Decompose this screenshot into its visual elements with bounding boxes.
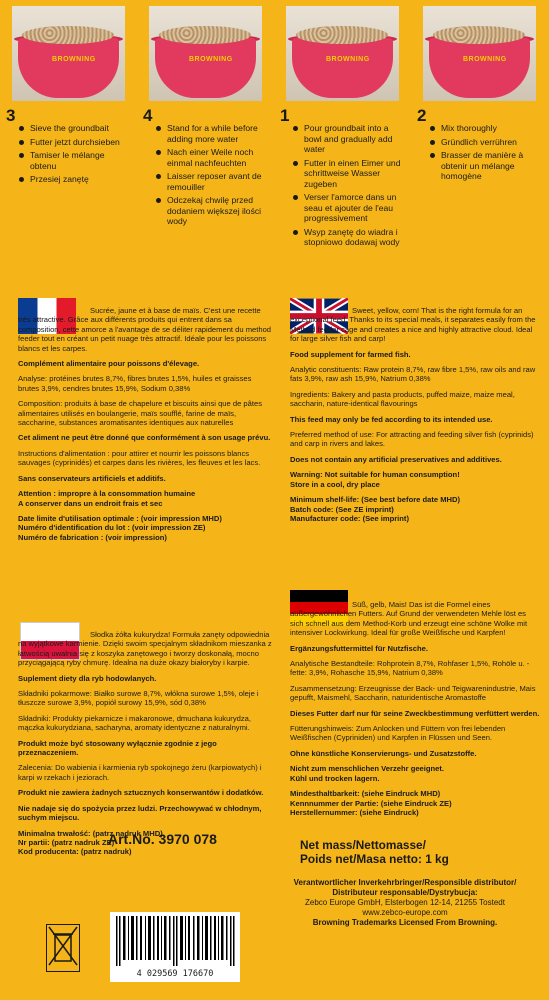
step-number: 3 xyxy=(6,106,16,125)
step-item: Sieve the groundbait xyxy=(18,123,130,134)
net-mass-line1: Net mass/Nettomasse/ xyxy=(300,838,426,852)
step-number: 2 xyxy=(417,106,427,125)
en-warning1: Warning: Not suitable for human consumption! xyxy=(290,470,460,480)
de-warning1: Nicht zum menschlichen Verzehr geeignet. xyxy=(290,764,445,774)
en-warning2: Store in a cool, dry place xyxy=(290,479,380,489)
step-photo xyxy=(12,6,125,101)
de-warning2: Kühl und trocken lagern. xyxy=(290,773,380,783)
pl-ingredients: Składniki: Produkty piekarnicze i makaronowe, dmuchana kukurydza, mączka kukurydziana, sacharyna, aromaty identyczne z naturalnymi. xyxy=(18,713,251,733)
en-shelf: Minimum shelf-life: (See best before date MHD) xyxy=(290,495,461,505)
en-section xyxy=(290,306,540,529)
fr-instructions: Instructions d'alimentation : pour attirer et nourrir les poissons blancs sauvages (cyprinidés) et carpes dans les rivières, les fleuves et les lacs. xyxy=(18,448,261,468)
step-item: Przesiej zanętę xyxy=(18,174,130,185)
de-feeding: Fütterungshinweis: Zum Anlocken und Füttern von frei lebenden Weißfischen (Cypriniden) und Karpfen in Flüssen und Seen. xyxy=(290,724,506,743)
resp-line2: Distributeur responsable/Dystrybucja: xyxy=(332,888,478,897)
pl-preservatives: Produkt nie zawiera żadnych sztucznych konserwantów i dodatków. xyxy=(18,788,264,798)
pl-storage: Nie nadaje się do spożycia przez ludzi. Przechowywać w chłodnym, suchym miejscu. xyxy=(18,803,262,823)
step-photo xyxy=(286,6,399,101)
step-item: Futter in einen Eimer und schrittweise Wasser zugeben xyxy=(292,158,404,190)
fr-caution1: Attention : impropre à la consommation humaine xyxy=(18,489,196,499)
de-preservatives: Ohne künstliche Konservierungs- und Zusatzstoffe. xyxy=(290,748,477,758)
en-manufacturer: Manufacturer code: (See imprint) xyxy=(290,513,409,523)
step-item: Futter jetzt durchsieben xyxy=(18,137,130,148)
recycle-bin-icon xyxy=(46,924,80,972)
pl-intro: Słodka żółta kukurydza! Formuła zanęty odpowiednia na wyjątkowe karmienie. Dzięki swoim specjalnym składnikom mieszanka z łatwością uwalnia się z koszyka zanętowego i tworzy doskonałą, mocno przyciągającą ryby chmurę. Idealna na duże okazy białoryby i karpie. xyxy=(18,630,272,668)
step-item: Gründlich verrühren xyxy=(429,137,541,148)
step-item: Wsyp zanętę do wiadra i stopniowo dodawaj wody xyxy=(292,227,404,248)
de-type: Ergänzungsfuttermittel für Nutzfische. xyxy=(290,643,428,653)
step-item: Mix thoroughly xyxy=(429,123,541,134)
pl-intended: Produkt może być stosowany wyłącznie zgodnie z jego przeznaczeniem. xyxy=(18,738,217,758)
pl-analysis: Składniki pokarmowe: Białko surowe 8,7%, włókna surowe 1,5%, oleje i tłuszcze surowe 3,9%, popiół surowy 15,9%, sód 0,38% xyxy=(18,689,259,708)
browning-logo: BROWNING xyxy=(463,56,507,63)
de-analysis: Analytische Bestandteile: Rohprotein 8,7%, Rohfaser 1,5%, Rohöle u. -fette: 3,9%, Rohasche 15,9%, Natrium 0,38% xyxy=(290,659,530,678)
step-item: Stand for a while before adding more water xyxy=(155,123,267,144)
step-item: Odczekaj chwilę przed dodaniem większej ilości wody xyxy=(155,195,267,227)
fr-maker: Numéro de fabrication : (voir impression) xyxy=(18,532,167,542)
browning-logo: BROWNING xyxy=(189,56,233,63)
resp-line5: Browning Trademarks Licensed From Browning. xyxy=(312,918,498,927)
fr-lot: Numéro d'identification du lot : (voir impression ZE) xyxy=(18,523,206,533)
step-number: 4 xyxy=(143,106,153,125)
en-type: Food supplement for farmed fish. xyxy=(290,349,411,359)
browning-logo: BROWNING xyxy=(52,56,96,63)
resp-line1: Verantwortlicher Inverkehrbringer/Responsible distributor/ xyxy=(293,878,517,887)
barcode xyxy=(110,912,240,982)
de-section xyxy=(290,600,540,823)
fr-analysis: Analyse: protéines brutes 8,7%, fibres brutes 1,5%, huiles et graisses brutes 3,9%, cendres brutes 15,9%, Sodium 0,38% xyxy=(18,374,252,393)
de-batch: Kennnummer der Partie: (siehe Eindruck ZE) xyxy=(290,798,452,808)
net-mass-line2: Poids net/Masa netto: 1 kg xyxy=(300,852,449,866)
pl-lot: Nr partii: (patrz nadruk ZE) xyxy=(18,837,115,847)
fr-warning: Cet aliment ne peut être donné que conformément à son usage prévu. xyxy=(18,433,271,443)
fr-section xyxy=(18,306,273,548)
browning-logo: BROWNING xyxy=(326,56,370,63)
step-card xyxy=(0,0,137,293)
en-analysis: Analytic constituents: Raw protein 8,7%, raw fibre 1,5%, raw oils and raw fats 3,9%, raw ash 15,9%, Natrium 0,38% xyxy=(290,365,536,384)
step-photo xyxy=(423,6,536,101)
en-preservatives: Does not contain any artificial preservatives and additives. xyxy=(290,454,502,464)
step-item: Pour groundbait into a bowl and gradually add water xyxy=(292,123,404,155)
de-composition: Zusammensetzung: Erzeugnisse der Back- und Teigwarenindustrie, Mais gepufft, Maismehl, Saccharin, naturidentische Aromastoffe xyxy=(290,683,536,703)
step-number: 1 xyxy=(280,106,290,125)
step-item: Nach einer Weile noch einmal nachfeuchten xyxy=(155,147,267,168)
step-card xyxy=(274,0,411,293)
pl-shelf: Minimalna trwałość: (patrz nadruk MHD) xyxy=(18,828,163,838)
en-ingredients: Ingredients: Bakery and pasta products, puffed maize, maize meal, saccharin, nature-identical flavourings xyxy=(290,389,515,409)
fr-date: Date limite d'utilisation optimale : (voir impression MHD) xyxy=(18,513,222,523)
step-item: Laisser reposer avant de remouiller xyxy=(155,171,267,192)
resp-line4: www.zebco-europe.com xyxy=(362,908,448,917)
fr-composition: Composition: produits à base de chapelure et biscuits ainsi que de pâtes alimentaires utilisés en boulangerie, maïs soufflé, farine de maïs, saccharine, substances aromatisantes identiques aux naturelles xyxy=(18,399,262,428)
fr-caution2: A conserver dans un endroit frais et sec xyxy=(18,498,163,508)
en-method: Preferred method of use: For attracting and feeding silver fish (cyprinids) and carp in rivers and lakes. xyxy=(290,430,534,449)
step-card xyxy=(137,0,274,293)
de-intended: Dieses Futter darf nur für seine Zweckbestimmung verfüttert werden. xyxy=(290,708,540,718)
pl-recommend: Zalecenia: Do wabienia i karmienia ryb spokojnego żeru (karpiowatych) i karpi w rzekach i jeziorach. xyxy=(18,763,262,782)
resp-line3: Zebco Europe GmbH, Elsterbogen 12-14, 21255 Tostedt xyxy=(305,898,505,907)
article-number: Art.No. 3970 078 xyxy=(108,831,217,847)
pl-code: Kod producenta: (patrz nadruk) xyxy=(18,847,132,857)
pl-type: Suplement diety dla ryb hodowlanych. xyxy=(18,673,157,683)
en-batch: Batch code: (See ZE imprint) xyxy=(290,504,394,514)
en-intro: Sweet, yellow, corn! That is the right formula for an exceptional feed. Thanks to its special meals, it separates easily from the Method feeder cage and creates a nice and highly attractive cloud. Ideal for large silver fish and carp! xyxy=(290,306,536,344)
de-maker: Herstellernummer: (siehe Eindruck) xyxy=(290,807,419,817)
de-shelf: Mindesthaltbarkeit: (siehe Eindruck MHD) xyxy=(290,789,441,799)
step-item: Brasser de manière à obtenir un mélange homogène xyxy=(429,150,541,182)
fr-intro: Sucrée, jaune et à base de maïs. C'est une recette très attractive. Grâce aux différents produits qui entrent dans sa composition, cette amorce a l'avantage de se déliter rapidement du method feeder tout en créant un petit nuage très attractif. Idéale pour les poissons blancs et les carpes. xyxy=(18,306,272,353)
en-intended: This feed may only be fed according to its intended use. xyxy=(290,414,493,424)
step-item: Verser l'amorce dans un seau et ajouter de l'eau progressivement xyxy=(292,192,404,224)
step-item: Tamiser le mélange obtenu xyxy=(18,150,130,171)
barcode-number: 4 029569 176670 xyxy=(136,969,214,979)
distributor-block xyxy=(270,878,540,928)
step-card xyxy=(411,0,548,293)
de-intro: Süß, gelb, Mais! Das ist die Formel eines außergewöhnlichen Futters. Auf Grund der verwendeten Mehle löst es sich schnell aus dem Method-Korb und erzeugt eine schöne Wolke mit intensiver Lockwirkung. Ideal für große Weißfische und Karpfen! xyxy=(290,600,528,638)
fr-preservatives: Sans conservateurs artificiels et additifs. xyxy=(18,473,166,483)
net-mass xyxy=(300,838,449,866)
fr-type: Complément alimentaire pour poissons d'élevage. xyxy=(18,359,200,369)
pl-section xyxy=(18,630,273,863)
step-photo xyxy=(149,6,262,101)
barcode-bars xyxy=(110,912,240,970)
